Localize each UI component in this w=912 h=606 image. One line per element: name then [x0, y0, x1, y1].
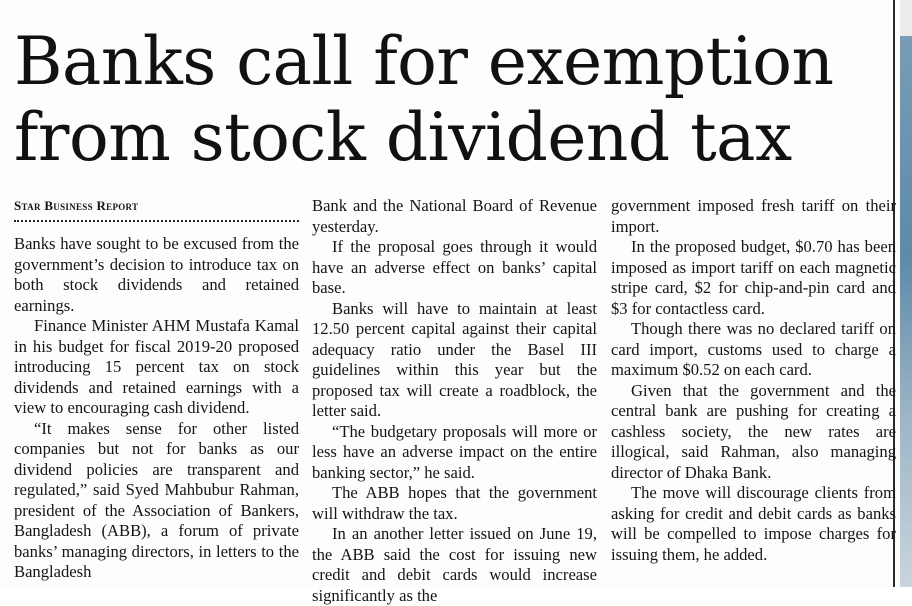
paragraph: Banks will have to maintain at least 12.50 percent capital against their capital adequacy ratio under the Basel III guidelines within this year but the proposed tax will create a roadblock, the letter said. [312, 298, 597, 420]
paragraph: Finance Minister AHM Mustafa Kamal in his budget for fiscal 2019-20 proposed introducing 15 percent tax on stock dividends and retained earnings with a view to encouraging cash dividend. [14, 316, 299, 417]
paragraph: If the proposal goes through it would have an adverse effect on banks’ capital base. [312, 237, 597, 297]
paragraph: government imposed fresh tariff on their import. [611, 196, 896, 236]
paragraph: “The budgetary proposals will more or less have an adverse impact on the entire banking sector,” he said. [312, 421, 597, 482]
byline-dotted-rule [14, 220, 299, 222]
paragraph: Given that the government and the central bank are pushing for creating a cashless society, the new rates are illogical, said Rahman, also managing director of Dhaka Bank. [611, 380, 896, 482]
paragraph: Banks have sought to be excused from the government’s decision to introduce tax on both stock dividends and retained earnings. [14, 234, 299, 315]
paragraph: In an another letter issued on June 19, the ABB said the cost for issuing new credit and debit cards would increase significantly as the [312, 524, 597, 605]
byline: Star Business Report [14, 198, 139, 213]
headline-line-1: Banks call for exemption [14, 23, 834, 100]
headline-line-2: from stock dividend tax [14, 99, 792, 176]
paragraph: The move will discourage clients from asking for credit and debit cards as banks will be compelled to impose charges for issuing them, he added. [611, 483, 896, 564]
paragraph: In the proposed budget, $0.70 has been imposed as import tariff on each magnetic stripe card, $2 for chip-and-pin card and $3 for contactless card. [611, 237, 896, 318]
paragraph: Though there was no declared tariff on card import, customs used to charge a maximum $0.52 on each card. [611, 319, 896, 379]
headline [14, 24, 889, 176]
article-column-1 [14, 196, 299, 583]
adjacent-page-edge-top [900, 0, 912, 36]
paragraph: The ABB hopes that the government will withdraw the tax. [312, 483, 597, 523]
paragraph: “It makes sense for other listed companies but not for banks as our dividend policies are transparent and regulated,” said Syed Mahbubur Rahman, president of the Association of Bankers, Bangladesh (ABB), a forum of private banks’ managing directors, in letters to the Bangladesh [14, 418, 299, 581]
article-column-3 [611, 196, 896, 565]
article-column-2 [312, 196, 597, 606]
adjacent-page-edge [900, 36, 912, 587]
paragraph: Bank and the National Board of Revenue yesterday. [312, 196, 597, 236]
